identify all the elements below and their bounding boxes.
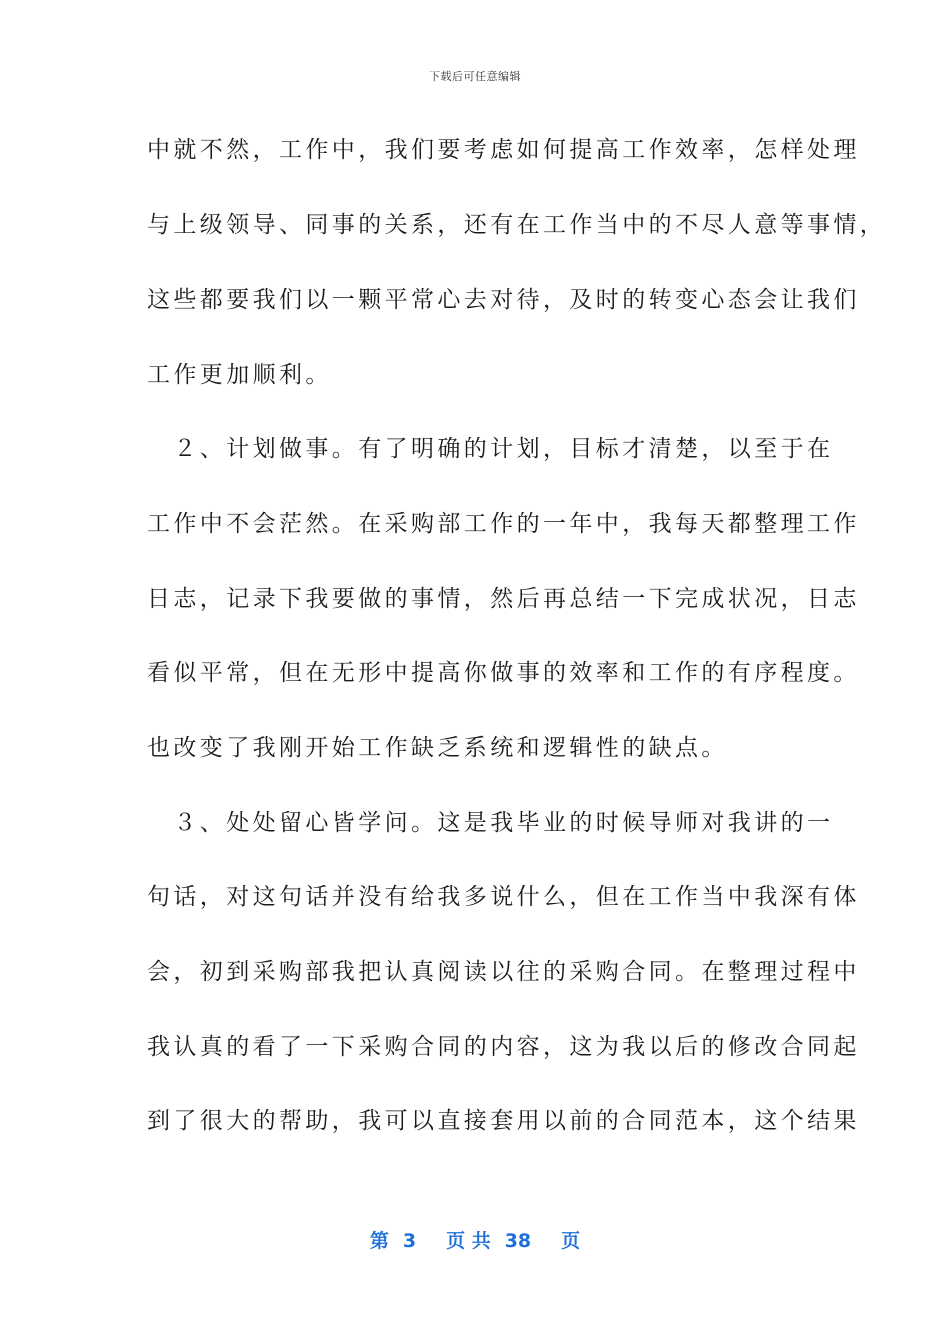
text-line: 也改变了我刚开始工作缺乏系统和逻辑性的缺点。 <box>147 735 728 761</box>
text-line: 与上级领导、同事的关系，还有在工作当中的不尽人意等事情， <box>147 212 887 238</box>
text-line: 工作中不会茫然。在采购部工作的一年中，我每天都整理工作 <box>147 511 860 537</box>
footer-prefix: 第 <box>369 1230 389 1252</box>
footer-middle: 页 共 <box>446 1230 491 1252</box>
footer-suffix: 页 <box>561 1230 581 1252</box>
text-line: 日志，记录下我要做的事情，然后再总结一下完成状况，日志 <box>147 586 860 612</box>
text-line: ３、处处留心皆学问。这是我毕业的时候导师对我讲的一 <box>147 810 834 836</box>
text-line: 句话，对这句话并没有给我多说什么，但在工作当中我深有体 <box>147 884 860 910</box>
text-line: ２、计划做事。有了明确的计划，目标才清楚，以至于在 <box>147 436 834 462</box>
text-line: 看似平常，但在无形中提高你做事的效率和工作的有序程度。 <box>147 660 860 686</box>
text-line: 这些都要我们以一颗平常心去对待，及时的转变心态会让我们 <box>147 287 860 313</box>
text-line: 工作更加顺利。 <box>147 362 332 388</box>
page-header-note: 下载后可任意编辑 <box>429 70 521 83</box>
text-line: 中就不然，工作中，我们要考虑如何提高工作效率，怎样处理 <box>147 137 860 163</box>
total-pages-number: 38 <box>504 1230 532 1252</box>
text-line: 到了很大的帮助，我可以直接套用以前的合同范本，这个结果 <box>147 1108 860 1134</box>
text-line: 会，初到采购部我把认真阅读以往的采购合同。在整理过程中 <box>147 959 860 985</box>
current-page-number: 3 <box>402 1230 417 1252</box>
text-line: 我认真的看了一下采购合同的内容，这为我以后的修改合同起 <box>147 1034 860 1060</box>
page-footer <box>0 1226 950 1253</box>
